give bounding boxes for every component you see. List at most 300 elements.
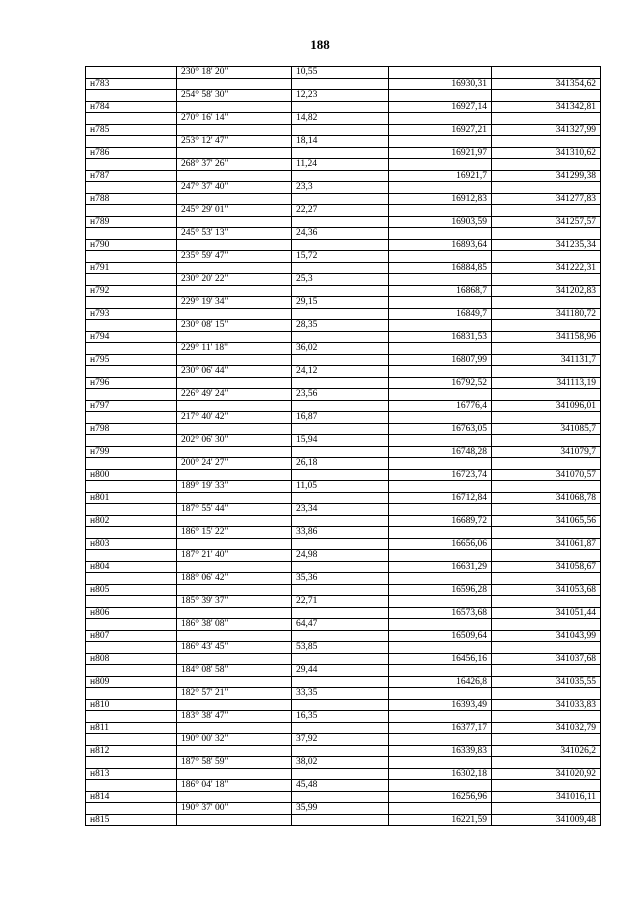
point-y: 341299,38 (492, 170, 601, 182)
segment-angle: 184° 08' 58" (177, 665, 292, 677)
point-row (86, 331, 601, 343)
segment-angle: 230° 20' 22" (177, 274, 292, 286)
empty-cell (292, 239, 389, 251)
empty-cell (389, 136, 492, 148)
segment-angle: 268° 37' 26" (177, 159, 292, 171)
point-name: н808 (86, 653, 177, 665)
point-name: н793 (86, 308, 177, 320)
point-name: н785 (86, 124, 177, 136)
empty-cell (492, 320, 601, 332)
segment-row (86, 274, 601, 286)
point-y: 341131,7 (492, 354, 601, 366)
point-row (86, 377, 601, 389)
empty-cell (492, 159, 601, 171)
segment-angle: 202° 06' 30" (177, 435, 292, 447)
segment-distance: 35,99 (292, 803, 389, 815)
empty-cell (389, 642, 492, 654)
point-name: н786 (86, 147, 177, 159)
point-row (86, 193, 601, 205)
point-row (86, 170, 601, 182)
point-name: н796 (86, 377, 177, 389)
empty-cell (177, 78, 292, 90)
segment-distance: 53,85 (292, 642, 389, 654)
empty-cell (292, 492, 389, 504)
empty-cell (292, 193, 389, 205)
empty-cell (389, 67, 492, 79)
empty-cell (177, 331, 292, 343)
empty-cell (177, 308, 292, 320)
point-row (86, 262, 601, 274)
empty-cell (177, 354, 292, 366)
segment-angle: 186° 38' 08" (177, 619, 292, 631)
point-x: 16927,21 (389, 124, 492, 136)
empty-cell (86, 642, 177, 654)
segment-distance: 33,86 (292, 527, 389, 539)
point-x: 16256,96 (389, 791, 492, 803)
point-name: н797 (86, 400, 177, 412)
coordinates-table (85, 66, 601, 826)
point-name: н806 (86, 607, 177, 619)
point-name: н801 (86, 492, 177, 504)
empty-cell (177, 791, 292, 803)
empty-cell (292, 584, 389, 596)
segment-distance: 29,44 (292, 665, 389, 677)
empty-cell (177, 101, 292, 113)
empty-cell (292, 768, 389, 780)
point-name: н809 (86, 676, 177, 688)
point-row (86, 446, 601, 458)
segment-row (86, 389, 601, 401)
empty-cell (492, 182, 601, 194)
empty-cell (492, 573, 601, 585)
point-x: 16792,52 (389, 377, 492, 389)
segment-angle: 253° 12' 47" (177, 136, 292, 148)
empty-cell (86, 412, 177, 424)
point-row (86, 630, 601, 642)
empty-cell (86, 343, 177, 355)
point-y: 341035,55 (492, 676, 601, 688)
point-name: н794 (86, 331, 177, 343)
point-y: 341180,72 (492, 308, 601, 320)
point-y: 341051,44 (492, 607, 601, 619)
point-y: 341037,68 (492, 653, 601, 665)
point-x: 16927,14 (389, 101, 492, 113)
point-y: 341070,57 (492, 469, 601, 481)
empty-cell (177, 492, 292, 504)
point-y: 341032,79 (492, 722, 601, 734)
segment-distance: 45,48 (292, 780, 389, 792)
point-y: 341113,19 (492, 377, 601, 389)
segment-angle: 270° 16' 14" (177, 113, 292, 125)
empty-cell (389, 435, 492, 447)
segment-angle: 183° 38' 47" (177, 711, 292, 723)
point-name: н812 (86, 745, 177, 757)
empty-cell (177, 584, 292, 596)
point-name: н810 (86, 699, 177, 711)
empty-cell (492, 297, 601, 309)
empty-cell (86, 274, 177, 286)
segment-row (86, 550, 601, 562)
point-name: н791 (86, 262, 177, 274)
empty-cell (389, 481, 492, 493)
point-y: 341202,83 (492, 285, 601, 297)
point-x: 16221,59 (389, 814, 492, 826)
empty-cell (292, 101, 389, 113)
empty-cell (492, 803, 601, 815)
segment-distance: 15,72 (292, 251, 389, 263)
point-row (86, 699, 601, 711)
segment-distance: 23,56 (292, 389, 389, 401)
segment-angle: 229° 11' 18" (177, 343, 292, 355)
empty-cell (86, 320, 177, 332)
empty-cell (389, 389, 492, 401)
empty-cell (177, 216, 292, 228)
segment-angle: 190° 00' 32" (177, 734, 292, 746)
empty-cell (177, 814, 292, 826)
point-name: н802 (86, 515, 177, 527)
empty-cell (492, 136, 601, 148)
empty-cell (177, 239, 292, 251)
empty-cell (86, 228, 177, 240)
segment-row (86, 228, 601, 240)
point-row (86, 768, 601, 780)
empty-cell (492, 504, 601, 516)
empty-cell (492, 596, 601, 608)
point-x: 16748,28 (389, 446, 492, 458)
segment-distance: 64,47 (292, 619, 389, 631)
point-name: н815 (86, 814, 177, 826)
segment-angle: 230° 18' 20" (177, 67, 292, 79)
empty-cell (389, 734, 492, 746)
empty-cell (492, 688, 601, 700)
segment-row (86, 757, 601, 769)
empty-cell (492, 458, 601, 470)
empty-cell (292, 147, 389, 159)
empty-cell (389, 297, 492, 309)
empty-cell (292, 262, 389, 274)
empty-cell (492, 389, 601, 401)
point-name: н792 (86, 285, 177, 297)
point-x: 16903,59 (389, 216, 492, 228)
empty-cell (492, 90, 601, 102)
empty-cell (389, 458, 492, 470)
point-y: 341277,83 (492, 193, 601, 205)
empty-cell (86, 573, 177, 585)
point-y: 341061,87 (492, 538, 601, 550)
empty-cell (492, 412, 601, 424)
empty-cell (292, 515, 389, 527)
empty-cell (292, 400, 389, 412)
point-y: 341096,01 (492, 400, 601, 412)
empty-cell (86, 67, 177, 79)
point-x: 16893,64 (389, 239, 492, 251)
empty-cell (292, 791, 389, 803)
point-row (86, 584, 601, 596)
empty-cell (389, 343, 492, 355)
point-y: 341043,99 (492, 630, 601, 642)
point-name: н789 (86, 216, 177, 228)
segment-distance: 24,12 (292, 366, 389, 378)
empty-cell (86, 665, 177, 677)
empty-cell (86, 550, 177, 562)
empty-cell (86, 711, 177, 723)
segment-row (86, 665, 601, 677)
point-y: 341235,34 (492, 239, 601, 251)
segment-angle: 230° 08' 15" (177, 320, 292, 332)
segment-row (86, 458, 601, 470)
point-name: н790 (86, 239, 177, 251)
point-x: 16884,85 (389, 262, 492, 274)
point-x: 16339,83 (389, 745, 492, 757)
empty-cell (86, 90, 177, 102)
empty-cell (86, 688, 177, 700)
point-y: 341053,68 (492, 584, 601, 596)
point-y: 341033,83 (492, 699, 601, 711)
empty-cell (86, 136, 177, 148)
empty-cell (492, 366, 601, 378)
segment-distance: 25,3 (292, 274, 389, 286)
empty-cell (177, 124, 292, 136)
segment-row (86, 596, 601, 608)
empty-cell (86, 527, 177, 539)
point-row (86, 561, 601, 573)
segment-row (86, 504, 601, 516)
point-x: 16921,97 (389, 147, 492, 159)
empty-cell (389, 550, 492, 562)
empty-cell (177, 446, 292, 458)
point-name: н813 (86, 768, 177, 780)
empty-cell (86, 389, 177, 401)
point-row (86, 791, 601, 803)
segment-angle: 235° 59' 47" (177, 251, 292, 263)
point-y: 341020,92 (492, 768, 601, 780)
empty-cell (86, 734, 177, 746)
empty-cell (389, 366, 492, 378)
segment-distance: 11,05 (292, 481, 389, 493)
point-name: н783 (86, 78, 177, 90)
point-x: 16456,16 (389, 653, 492, 665)
empty-cell (292, 745, 389, 757)
segment-row (86, 619, 601, 631)
point-name: н795 (86, 354, 177, 366)
point-row (86, 400, 601, 412)
empty-cell (492, 228, 601, 240)
empty-cell (177, 607, 292, 619)
point-y: 341068,78 (492, 492, 601, 504)
point-row (86, 653, 601, 665)
empty-cell (177, 768, 292, 780)
segment-distance: 29,15 (292, 297, 389, 309)
empty-cell (86, 757, 177, 769)
point-y: 341354,62 (492, 78, 601, 90)
empty-cell (389, 504, 492, 516)
point-x: 16723,74 (389, 469, 492, 481)
segment-distance: 38,02 (292, 757, 389, 769)
empty-cell (292, 469, 389, 481)
empty-cell (177, 676, 292, 688)
page-number: 188 (310, 37, 330, 52)
point-name: н799 (86, 446, 177, 458)
empty-cell (389, 274, 492, 286)
segment-angle: 230° 06' 44" (177, 366, 292, 378)
point-row (86, 308, 601, 320)
empty-cell (389, 665, 492, 677)
point-x: 16763,05 (389, 423, 492, 435)
empty-cell (389, 757, 492, 769)
empty-cell (389, 688, 492, 700)
empty-cell (292, 308, 389, 320)
segment-angle: 188° 06' 42" (177, 573, 292, 585)
point-row (86, 607, 601, 619)
point-x: 16302,18 (389, 768, 492, 780)
empty-cell (177, 469, 292, 481)
point-y: 341009,48 (492, 814, 601, 826)
empty-cell (86, 481, 177, 493)
segment-row (86, 251, 601, 263)
empty-cell (492, 665, 601, 677)
point-name: н784 (86, 101, 177, 113)
point-name: н811 (86, 722, 177, 734)
empty-cell (492, 481, 601, 493)
point-y: 341158,96 (492, 331, 601, 343)
point-x: 16426,8 (389, 676, 492, 688)
point-row (86, 515, 601, 527)
segment-row (86, 90, 601, 102)
empty-cell (292, 285, 389, 297)
empty-cell (177, 377, 292, 389)
segment-row (86, 642, 601, 654)
point-name: н787 (86, 170, 177, 182)
empty-cell (292, 561, 389, 573)
empty-cell (492, 757, 601, 769)
segment-distance: 23,3 (292, 182, 389, 194)
empty-cell (177, 745, 292, 757)
point-x: 16656,06 (389, 538, 492, 550)
empty-cell (492, 711, 601, 723)
point-x: 16712,84 (389, 492, 492, 504)
point-name: н804 (86, 561, 177, 573)
empty-cell (389, 228, 492, 240)
empty-cell (86, 803, 177, 815)
point-y: 341222,31 (492, 262, 601, 274)
point-row (86, 147, 601, 159)
empty-cell (177, 653, 292, 665)
segment-distance: 37,92 (292, 734, 389, 746)
point-row (86, 216, 601, 228)
segment-row (86, 688, 601, 700)
segment-distance: 35,36 (292, 573, 389, 585)
segment-distance: 18,14 (292, 136, 389, 148)
point-row (86, 423, 601, 435)
point-row (86, 722, 601, 734)
segment-row (86, 320, 601, 332)
segment-angle: 187° 21' 40" (177, 550, 292, 562)
empty-cell (177, 147, 292, 159)
segment-distance: 24,98 (292, 550, 389, 562)
point-x: 16509,64 (389, 630, 492, 642)
empty-cell (86, 458, 177, 470)
empty-cell (389, 320, 492, 332)
empty-cell (177, 699, 292, 711)
segment-angle: 190° 37' 00" (177, 803, 292, 815)
empty-cell (86, 205, 177, 217)
segment-distance: 11,24 (292, 159, 389, 171)
empty-cell (292, 538, 389, 550)
segment-angle: 229° 19' 34" (177, 297, 292, 309)
segment-angle: 187° 58' 59" (177, 757, 292, 769)
segment-row (86, 366, 601, 378)
point-x: 16912,83 (389, 193, 492, 205)
empty-cell (492, 67, 601, 79)
point-row (86, 124, 601, 136)
empty-cell (86, 366, 177, 378)
empty-cell (389, 711, 492, 723)
point-x: 16849,7 (389, 308, 492, 320)
empty-cell (292, 630, 389, 642)
empty-cell (389, 205, 492, 217)
empty-cell (492, 251, 601, 263)
empty-cell (292, 170, 389, 182)
empty-cell (86, 159, 177, 171)
segment-angle: 245° 53' 13" (177, 228, 292, 240)
segment-row (86, 343, 601, 355)
empty-cell (86, 596, 177, 608)
point-name: н807 (86, 630, 177, 642)
empty-cell (86, 435, 177, 447)
segment-angle: 247° 37' 40" (177, 182, 292, 194)
point-y: 341026,2 (492, 745, 601, 757)
empty-cell (177, 170, 292, 182)
segment-row (86, 113, 601, 125)
point-name: н805 (86, 584, 177, 596)
point-name: н788 (86, 193, 177, 205)
empty-cell (292, 699, 389, 711)
point-x: 16393,49 (389, 699, 492, 711)
point-x: 16631,29 (389, 561, 492, 573)
segment-row (86, 527, 601, 539)
empty-cell (292, 676, 389, 688)
point-row (86, 538, 601, 550)
empty-cell (177, 538, 292, 550)
segment-row (86, 67, 601, 79)
segment-angle: 226° 49' 24" (177, 389, 292, 401)
empty-cell (292, 377, 389, 389)
empty-cell (86, 619, 177, 631)
empty-cell (389, 159, 492, 171)
segment-distance: 33,35 (292, 688, 389, 700)
empty-cell (292, 653, 389, 665)
point-y: 341327,99 (492, 124, 601, 136)
segment-angle: 186° 15' 22" (177, 527, 292, 539)
empty-cell (389, 780, 492, 792)
point-y: 341016,11 (492, 791, 601, 803)
empty-cell (292, 814, 389, 826)
empty-cell (492, 274, 601, 286)
point-x: 16689,72 (389, 515, 492, 527)
empty-cell (86, 297, 177, 309)
point-x: 16807,99 (389, 354, 492, 366)
segment-angle: 217° 40' 42" (177, 412, 292, 424)
empty-cell (492, 435, 601, 447)
point-y: 341079,7 (492, 446, 601, 458)
empty-cell (389, 619, 492, 631)
point-x: 16776,4 (389, 400, 492, 412)
empty-cell (492, 205, 601, 217)
empty-cell (177, 262, 292, 274)
segment-angle: 186° 43' 45" (177, 642, 292, 654)
empty-cell (177, 285, 292, 297)
empty-cell (177, 630, 292, 642)
